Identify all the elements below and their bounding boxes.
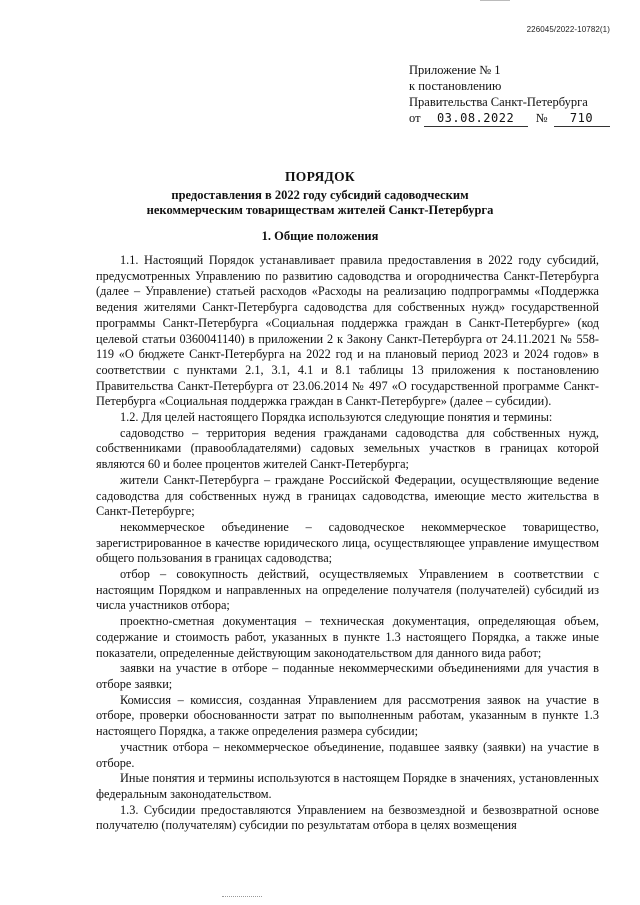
paragraph-other-terms: Иные понятия и термины используются в настоящем Порядке в значениях, установленных федеральным законодательством. (96, 771, 599, 801)
appendix-block (409, 62, 619, 127)
definition-design-docs: проектно-сметная документация – техническая документация, определяющая объем, содержание и стоимость работ, указанных в пункте 1.3 настоящего Порядка, а также иные показатели, определенные действующим законодательством для данного вида работ; (96, 614, 599, 660)
definition-commission: Комиссия – комиссия, созданная Управлением для рассмотрения заявок на участие в отборе, проверки обоснованности затрат по выполненным работам, указанным в пункте 1.3 настоящего Порядка, а также определения размера субсидии; (96, 692, 599, 739)
document-code: 226045/2022-10782(1) (526, 25, 610, 34)
title-subtitle-line-2: некоммерческим товариществам жителей Санкт-Петербурга (146, 203, 494, 217)
definition-selection: отбор – совокупность действий, осуществляемых Управлением в соответствии с настоящим Порядком и направленных на определение получателя (получателей) субсидий из числа участников отбора; (96, 567, 599, 613)
resolution-date: 03.08.2022 (424, 110, 528, 127)
title-subtitle-line-1: предоставления в 2022 году субсидий садоводческим (171, 188, 469, 202)
body-text (96, 253, 599, 834)
paragraph-1-3: 1.3. Субсидии предоставляются Управлением на безвозмездной и безвозвратной основе получателю (получателям) субсидии по результатам отбора в целях возмещения (96, 802, 599, 833)
definition-gardening: садоводство – территория ведения гражданами садоводства для собственных нужд, собственниками (правообладателями) садовых земельных участков в границах которой являются 60 и более процентов жителей Санкт-Петербурга; (96, 425, 599, 472)
paragraph-1-1: 1.1. Настоящий Порядок устанавливает правила предоставления в 2022 году субсидий, предусмотренных Управлению по развитию садоводства и огородничества Санкт-Петербурга (далее – Управление) статьей расходов «Расходы на реализацию подпрограммы «Поддержка ведения жителями Санкт-Петербурга садоводства для собственных нужд» государственной программы Санкт-Петербурга «Социальная поддержка граждан в Санкт-Петербурге» (код целевой статьи 0360041140) в приложении 2 к Закону Санкт-Петербурга от 24.11.2021 № 558-119 «О бюджете Санкт-Петербурга на 2022 год и на плановый период 2023 и 2024 годов» в соответствии с пунктами 2.1, 3.1, 4.1 и 8.1 таблицы 13 приложения к постановлению Правительства Санкт-Петербурга от 23.06.2014 № 497 «О государственной программе Санкт-Петербурга «Социальная поддержка граждан в Санкт-Петербурге» (далее – субсидии). (96, 253, 599, 409)
appendix-line-2: к постановлению (409, 79, 502, 93)
number-label: № (535, 111, 548, 125)
section-heading: 1. Общие положения (261, 229, 379, 243)
from-label: от (409, 111, 421, 125)
appendix-line-1: Приложение № 1 (409, 63, 501, 77)
document-title (0, 168, 640, 218)
scan-mark-bottom (222, 896, 262, 899)
scan-mark (480, 0, 510, 4)
appendix-date-line (409, 110, 619, 127)
definition-applications: заявки на участие в отборе – поданные некоммерческими объединениями для участия в отборе заявки; (96, 661, 599, 691)
definition-participant: участник отбора – некоммерческое объединение, подавшее заявку (заявки) на участие в отборе. (96, 739, 599, 770)
paragraph-1-2: 1.2. Для целей настоящего Порядка используются следующие понятия и термины: (120, 410, 553, 425)
definition-nonprofit: некоммерческое объединение – садоводческое некоммерческое товарищество, зарегистрированное в качестве юридического лица, осуществляющее управление имуществом общего пользования в границах садоводства; (96, 519, 599, 566)
title-main: ПОРЯДОК (284, 169, 355, 184)
resolution-number: 710 (554, 110, 610, 127)
appendix-line-3: Правительства Санкт-Петербурга (409, 95, 588, 109)
definition-residents: жители Санкт-Петербурга – граждане Российской Федерации, осуществляющие ведение садоводства для собственных нужд в границах садоводства, имеющие место жительства в Санкт-Петербурге; (96, 472, 599, 519)
